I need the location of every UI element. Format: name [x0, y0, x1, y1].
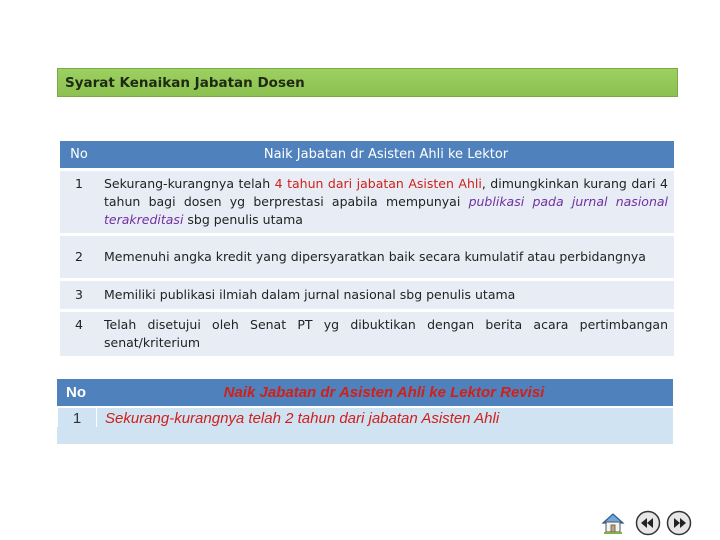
table-header-row — [60, 141, 674, 168]
home-icon — [600, 510, 626, 536]
next-icon — [666, 510, 692, 536]
row-number: 1 — [60, 171, 98, 233]
row-text: Memenuhi angka kredit yang dipersyaratkan baik secara kumulatif atau perbidangnya — [98, 236, 674, 278]
highlight-purple-text: publikasi pada jurnal nasional terakreditasi — [104, 194, 668, 227]
requirements-table — [60, 138, 674, 359]
row-text: Memiliki publikasi ilmiah dalam jurnal nasional sbg penulis utama — [98, 281, 674, 309]
row-text: Telah disetujui oleh Senat PT yg dibuktikan dengan berita acara pertimbangan senat/kriterium — [98, 312, 674, 356]
row-number: 3 — [60, 281, 98, 309]
text-segment: sbg penulis utama — [183, 212, 303, 227]
slide-title-bar — [57, 68, 678, 97]
header-title: Naik Jabatan dr Asisten Ahli ke Lektor — [98, 141, 674, 168]
revision-row — [57, 408, 673, 444]
table-row — [60, 236, 674, 278]
revision-header-title: Naik Jabatan dr Asisten Ahli ke Lektor Revisi — [223, 384, 545, 401]
header-no: No — [60, 141, 98, 168]
next-slide-button[interactable] — [666, 510, 692, 536]
row-number: 2 — [60, 236, 98, 278]
highlight-red-text: 4 tahun dari jabatan Asisten Ahli — [274, 176, 482, 191]
table-row — [60, 171, 674, 233]
revision-row-number: 1 — [57, 408, 96, 427]
text-segment: , dimungkinkan kurang dari 4 tahun bagi dosen yg berprestasi apabila mempunyai — [104, 176, 668, 209]
table-row — [60, 281, 674, 309]
table-row — [60, 312, 674, 356]
slide-title: Syarat Kenaikan Jabatan Dosen — [65, 74, 305, 91]
previous-slide-button[interactable] — [635, 510, 661, 536]
text-segment: Sekurang-kurangnya telah — [104, 176, 275, 191]
row-text — [98, 171, 674, 233]
previous-icon — [635, 510, 661, 536]
row-number: 4 — [60, 312, 98, 356]
home-button[interactable] — [600, 510, 626, 536]
revision-header-no: No — [66, 384, 86, 401]
revision-row-text: Sekurang-kurangnya telah 2 tahun dari jabatan Asisten Ahli — [96, 408, 673, 427]
revision-header-row — [57, 379, 673, 406]
revision-table — [57, 379, 673, 444]
